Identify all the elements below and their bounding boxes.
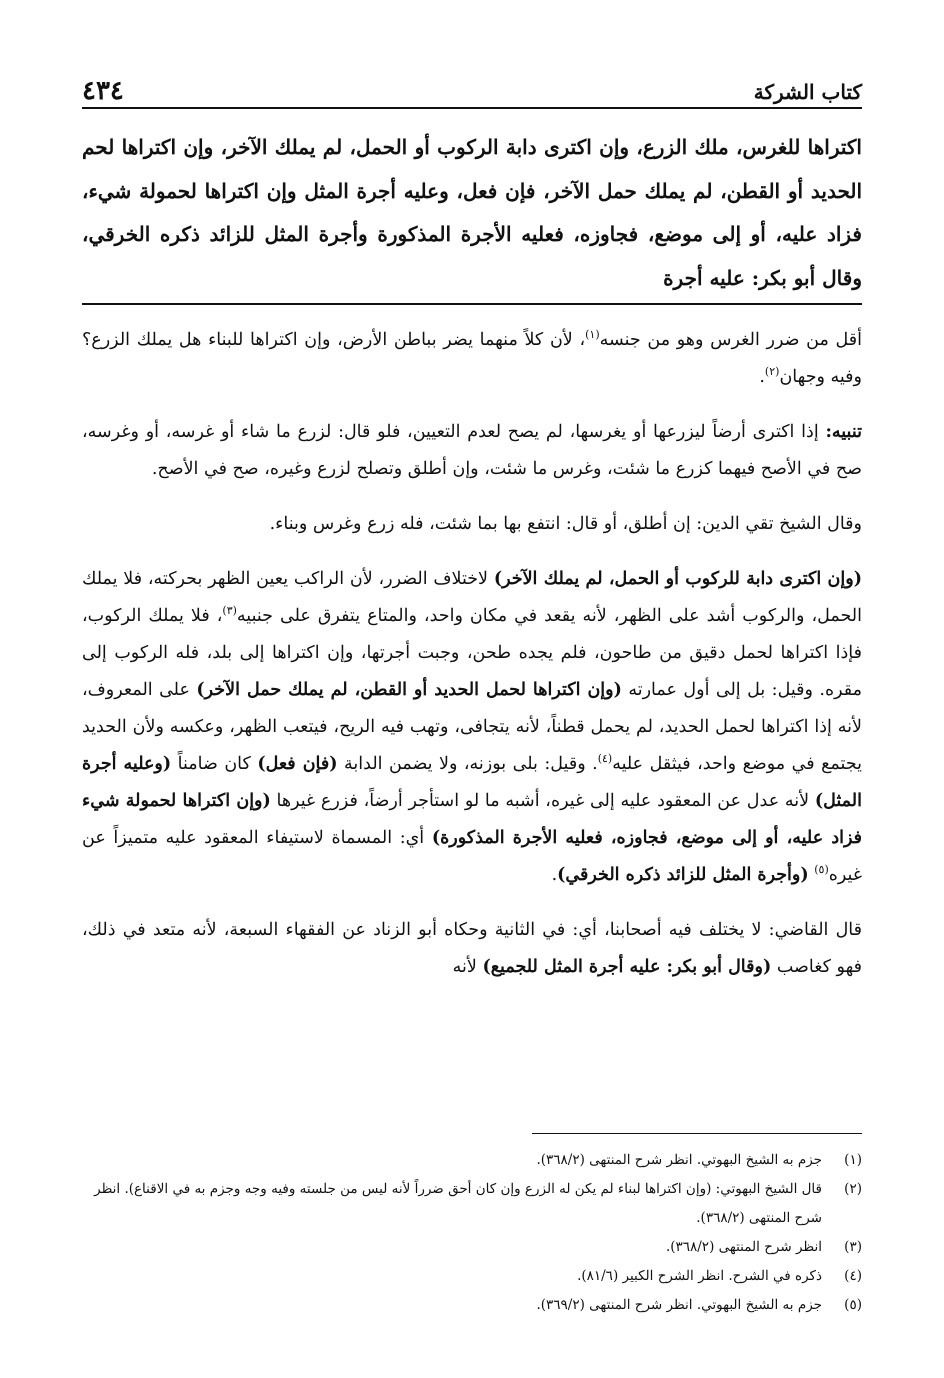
page-header [82,78,862,118]
page-number: ٤٣٤ [82,76,132,106]
footnote-number: (١) [844,1152,862,1168]
text-run: إذا اكترى أرضاً ليزرعها أو يغرسها، لم يصح لعدم التعيين، فلو قال: لزرع ما شاء أو غرسه، أو وغرسه، صح في الأصح فيهما كزرع ما شئت، وغرس ما شئت، وإن أطلق وتصلح لزرع وغيره، صح في الأصح. [82,422,862,479]
footnote-text: جزم به الشيخ البهوتي. انظر شرح المنتهى (٣٦٨/٢). [536,1152,822,1168]
text-run: لاختلاف الضرر، لأن الراكب يعين الظهر بحركته، فلا يملك الحمل، والركوب أشد على الظهر، لأنه يقعد في مكان واحد، والمتاع يتفرق على جنبيه [82,569,862,626]
text-run: أقل من ضرر الغرس وهو من جنسه [599,330,862,350]
footnote [82,1175,862,1233]
footnote-ref[interactable]: (١) [585,328,600,342]
commentary-paragraph [82,912,862,986]
text-run: . وقيل: بلى بوزنه، ولا يضمن الدابة [337,754,598,774]
footnote-separator [532,1133,862,1134]
text-run: أي: المسماة لاستيفاء المعقود عليه متميزاً عن غيره [82,828,862,885]
footnote [82,1262,862,1291]
text-run: على المعروف، لأنه إذا اكتراها لحمل الحديد، لم يحمل قطناً، لأنه يتجافى، وتهب فيه الريح، فيتعب الظهر، وعكسه ولأن الحديد يجتمع في موضع واحد، فيثقل عليه [82,680,862,774]
footnote-ref[interactable]: (٤) [597,752,613,766]
quoted-matn: (وقال أبو بكر: عليه أجرة المثل للجميع) [482,957,772,977]
footnote-ref[interactable]: (٢) [764,365,780,379]
text-run: قال القاضي: لا يختلف فيه أصحابنا، أي: في الثانية وحكاه أبو الزناد عن الفقهاء السبعة، لأنه متعد في ذلك، فهو كغاصب [82,920,862,977]
text-run: لأنه [452,957,483,977]
footnote-ref[interactable]: (٣) [222,604,237,618]
main-text-separator [82,303,862,305]
text-run: لأنه عدل عن المعقود عليه إلى غيره، أشبه ما لو استأجر أرضاً، فزرع غيرها [270,791,815,811]
footnote [82,1146,862,1175]
commentary-paragraph [82,414,862,488]
quoted-matn: (وعليه أجرة المثل) [82,754,862,811]
quoted-matn: (فإن فعل) [257,754,338,774]
text-run: وقال الشيخ تقي الدين: إن أطلق، أو قال: انتفع بها بما شئت، فله زرع وغرس وبناء. [269,514,862,534]
text-run: ، فلا يملك الركوب، فإذا اكتراها لحمل دقيق من طاحون، فلم يجده طحن، وجبت أجرتها، وإن اكتراها إلى بلد، فله الركوب إلى مقره. وقيل: بل إلى أول عمارته [82,606,862,700]
book-title: كتاب الشركة [746,80,862,104]
quoted-matn: (وأجرة المثل للزائد ذكره الخرقي) [557,865,809,885]
text-run: كان ضامناً [171,754,258,774]
header-rule [82,107,862,109]
commentary [82,322,862,1004]
footnotes [82,1146,862,1320]
footnote-number: (٥) [844,1297,862,1313]
quoted-matn: (وإن اكتراها لحمولة شيء فزاد عليه، أو إلى موضع، فجاوزه، فعليه الأجرة المذكورة) [82,791,862,848]
text-run: . [759,367,765,387]
footnote-text: قال الشيخ البهوتي: (وإن اكتراها لبناء لم يكن له الزرع وإن كان أحق ضرراً لأنه ليس من جلسته وفيه وجه وجزم به في الاقناع). انظر شرح المنتهى (٣٦٨/٢). [94,1181,822,1226]
footnote [82,1291,862,1320]
quoted-matn: (وإن اكتراها لحمل الحديد أو القطن، لم يملك حمل الآخر) [196,680,622,700]
footnote [82,1233,862,1262]
footnote-text: جزم به الشيخ البهوتي. انظر شرح المنتهى (٣٦٩/٢). [536,1297,822,1313]
footnote-number: (٤) [844,1268,862,1284]
text-run: ، لأن كلاً منهما يضر بباطن الأرض، وإن اكتراها للبناء هل يملك الزرع؟ وفيه وجهان [82,330,862,387]
text-run: . [551,865,558,885]
footnote-number: (٢) [844,1181,862,1197]
quoted-matn: (وإن اكترى دابة للركوب أو الحمل، لم يملك الآخر) [493,569,862,589]
commentary-paragraph [82,322,862,396]
footnote-text: انظر شرح المنتهى (٣٦٨/٢). [665,1239,822,1255]
footnote-ref[interactable]: (٥) [814,863,829,877]
footnote-text: ذكره في الشرح. انظر الشرح الكبير (٨١/٦). [577,1268,822,1284]
footnote-number: (٣) [844,1239,862,1255]
commentary-paragraph [82,561,862,894]
main-text: اكتراها للغرس، ملك الزرع، وإن اكترى دابة الركوب أو الحمل، لم يملك الآخر، وإن اكتراها لحم الحديد أو القطن، لم يملك حمل الآخر، فإن فعل، وعليه أجرة المثل وإن اكتراها لحمولة شيء، فزاد عليه، أو إلى موضع، فجاوزه، فعليه الأجرة المذكورة وأجرة المثل للزائد ذكره الخرقي، وقال أبو بكر: عليه أجرة [82,135,862,290]
commentary-paragraph [82,506,862,543]
note-label: تنبيه: [825,422,862,442]
